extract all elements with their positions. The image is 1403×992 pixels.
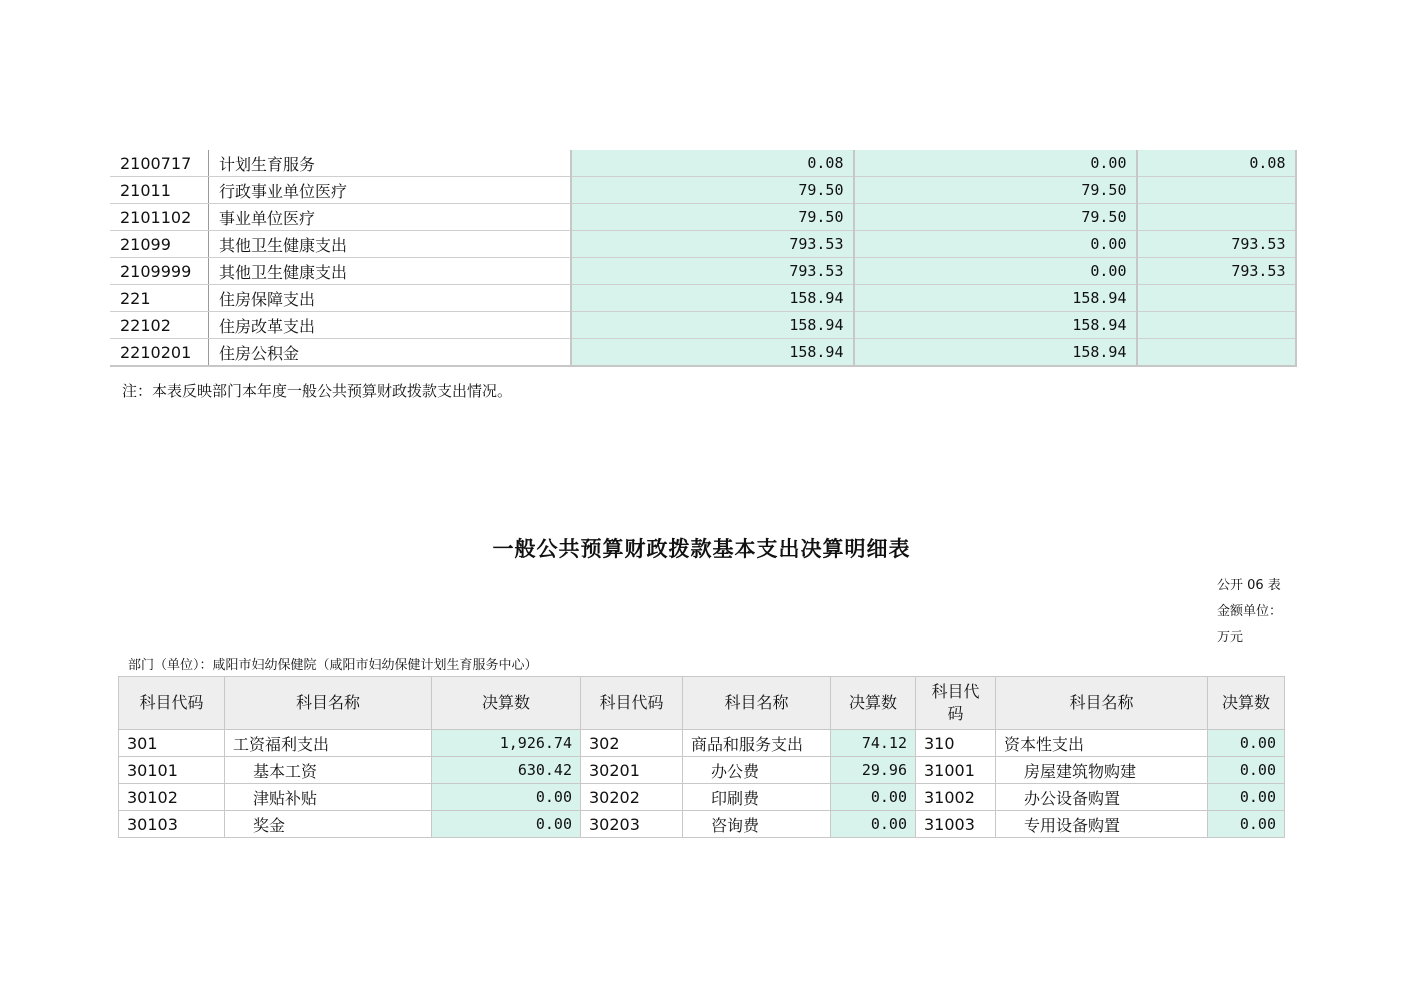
subject-code: 310 — [916, 730, 996, 757]
page-title: 一般公共预算财政拨款基本支出决算明细表 — [492, 537, 911, 561]
column-header: 决算数 — [831, 677, 916, 730]
amount-cell: 1,926.74 — [432, 730, 581, 757]
table-row — [110, 312, 1296, 339]
subject-name: 其他卫生健康支出 — [209, 258, 571, 285]
subject-code: 30201 — [581, 757, 683, 784]
amount-cell: 0.00 — [1208, 757, 1285, 784]
form-meta — [1217, 573, 1287, 651]
amount-cell — [1137, 339, 1296, 367]
table-row — [119, 811, 1285, 838]
column-header: 科目代码 — [581, 677, 683, 730]
subject-code: 2100717 — [110, 150, 209, 177]
subject-name: 其他卫生健康支出 — [209, 231, 571, 258]
subject-code: 2210201 — [110, 339, 209, 367]
amount-cell: 0.08 — [571, 150, 854, 177]
subject-name: 津贴补贴 — [225, 784, 432, 811]
column-header: 科目名称 — [683, 677, 831, 730]
subject-code: 31003 — [916, 811, 996, 838]
amount-cell: 793.53 — [571, 258, 854, 285]
amount-cell: 0.00 — [831, 784, 916, 811]
subject-code: 302 — [581, 730, 683, 757]
subject-name: 专用设备购置 — [996, 811, 1208, 838]
column-header: 决算数 — [1208, 677, 1285, 730]
subject-name: 工资福利支出 — [225, 730, 432, 757]
table-row — [110, 177, 1296, 204]
subject-code: 2109999 — [110, 258, 209, 285]
subject-code: 30202 — [581, 784, 683, 811]
expenditure-table-continued — [110, 150, 1297, 367]
amount-cell: 0.00 — [854, 231, 1137, 258]
amount-cell: 0.00 — [831, 811, 916, 838]
amount-cell: 0.00 — [1208, 730, 1285, 757]
column-header-label: 科目代码 — [931, 682, 980, 723]
subject-code: 30203 — [581, 811, 683, 838]
subject-code: 221 — [110, 285, 209, 312]
subject-name: 计划生育服务 — [209, 150, 571, 177]
amount-cell: 158.94 — [571, 285, 854, 312]
amount-cell: 158.94 — [571, 312, 854, 339]
table-row — [110, 204, 1296, 231]
amount-cell — [1137, 177, 1296, 204]
subject-name: 行政事业单位医疗 — [209, 177, 571, 204]
amount-cell — [1137, 312, 1296, 339]
amount-unit: 金额单位：万元 — [1217, 604, 1283, 645]
subject-name: 住房保障支出 — [209, 285, 571, 312]
amount-cell: 79.50 — [571, 204, 854, 231]
amount-cell: 158.94 — [854, 312, 1137, 339]
subject-code: 31002 — [916, 784, 996, 811]
subject-code: 21011 — [110, 177, 209, 204]
subject-code: 21099 — [110, 231, 209, 258]
amount-cell: 0.00 — [854, 150, 1137, 177]
subject-name: 印刷费 — [683, 784, 831, 811]
header-row — [119, 677, 1285, 730]
amount-cell: 793.53 — [571, 231, 854, 258]
subject-code: 30101 — [119, 757, 225, 784]
subject-name: 住房改革支出 — [209, 312, 571, 339]
column-header: 科目名称 — [225, 677, 432, 730]
form-number: 公开 06 表 — [1217, 578, 1281, 593]
amount-cell: 0.00 — [1208, 784, 1285, 811]
column-header — [916, 677, 996, 730]
subject-name: 房屋建筑物购建 — [996, 757, 1208, 784]
amount-cell — [1137, 204, 1296, 231]
amount-cell: 0.08 — [1137, 150, 1296, 177]
amount-cell — [1137, 285, 1296, 312]
amount-cell: 793.53 — [1137, 258, 1296, 285]
table-row — [110, 231, 1296, 258]
column-header: 科目名称 — [996, 677, 1208, 730]
table-row — [119, 784, 1285, 811]
subject-code: 22102 — [110, 312, 209, 339]
subject-name: 资本性支出 — [996, 730, 1208, 757]
subject-name: 住房公积金 — [209, 339, 571, 367]
amount-cell: 0.00 — [432, 811, 581, 838]
subject-code: 30103 — [119, 811, 225, 838]
subject-name: 办公设备购置 — [996, 784, 1208, 811]
amount-cell: 630.42 — [432, 757, 581, 784]
subject-name: 商品和服务支出 — [683, 730, 831, 757]
basic-expenditure-detail-table — [118, 676, 1285, 838]
subject-code: 30102 — [119, 784, 225, 811]
subject-code: 31001 — [916, 757, 996, 784]
amount-cell: 79.50 — [571, 177, 854, 204]
subject-code: 301 — [119, 730, 225, 757]
amount-cell: 74.12 — [831, 730, 916, 757]
table-row — [119, 730, 1285, 757]
subject-name: 基本工资 — [225, 757, 432, 784]
table-row — [119, 757, 1285, 784]
subject-name: 咨询费 — [683, 811, 831, 838]
amount-cell: 158.94 — [571, 339, 854, 367]
department-label: 部门（单位）：咸阳市妇幼保健院（咸阳市妇幼保健计划生育服务中心） — [128, 658, 538, 673]
column-header: 科目代码 — [119, 677, 225, 730]
amount-cell: 79.50 — [854, 204, 1137, 231]
amount-cell: 793.53 — [1137, 231, 1296, 258]
subject-name: 事业单位医疗 — [209, 204, 571, 231]
amount-cell: 29.96 — [831, 757, 916, 784]
amount-cell: 158.94 — [854, 285, 1137, 312]
amount-cell: 158.94 — [854, 339, 1137, 367]
amount-cell: 0.00 — [432, 784, 581, 811]
column-header: 决算数 — [432, 677, 581, 730]
subject-name: 办公费 — [683, 757, 831, 784]
table-row — [110, 339, 1296, 367]
subject-code: 2101102 — [110, 204, 209, 231]
amount-cell: 0.00 — [1208, 811, 1285, 838]
table-row — [110, 258, 1296, 285]
table-row — [110, 285, 1296, 312]
amount-cell: 79.50 — [854, 177, 1137, 204]
table-note: 注：本表反映部门本年度一般公共预算财政拨款支出情况。 — [122, 382, 513, 400]
amount-cell: 0.00 — [854, 258, 1137, 285]
subject-name: 奖金 — [225, 811, 432, 838]
table-row — [110, 150, 1296, 177]
